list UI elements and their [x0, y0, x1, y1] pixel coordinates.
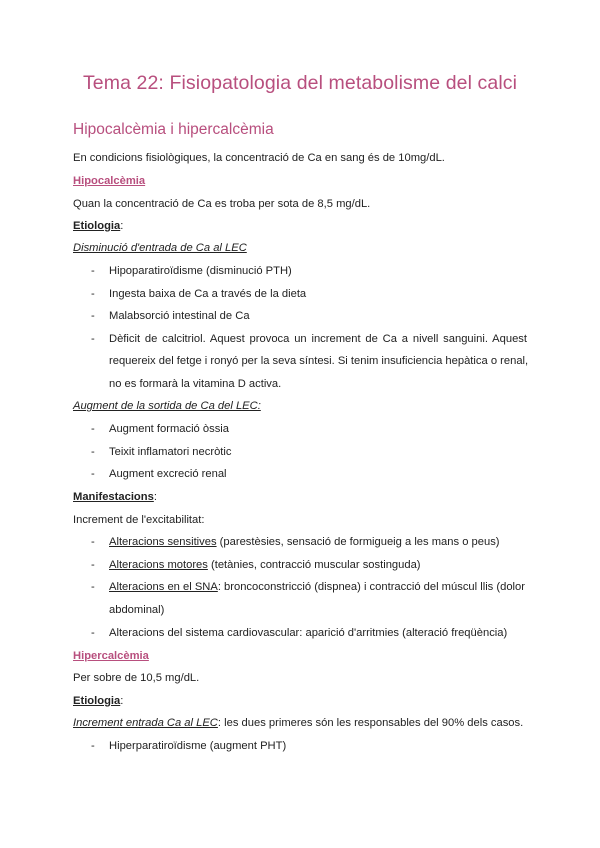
manifestacions-label — [73, 490, 157, 504]
motores-desc: (tetànies, contracció muscular sostinguda) — [207, 559, 421, 571]
hipercalcemia-heading: Hipercalcèmia — [73, 650, 149, 662]
manifestacions-text: Manifestacions — [73, 491, 154, 503]
bullet-dash: - — [91, 333, 95, 345]
list-item-cardio: Alteracions del sistema cardiovascular: aparició d'arritmies (alteració freqüència) — [109, 627, 508, 639]
page-title: Tema 22: Fisiopatologia del metabolisme del calci — [82, 72, 518, 94]
hipercalcemia-definition: Per sobre de 10,5 mg/dL. — [73, 672, 200, 684]
sensitives-term: Alteracions sensitives — [109, 536, 217, 548]
sna-term: Alteracions en el SNA — [109, 581, 218, 593]
etiologia-label-hipo — [73, 219, 123, 233]
bullet-dash: - — [91, 581, 95, 593]
colon: : — [153, 491, 157, 503]
disminucio-label: Disminució d'entrada de Ca al LEC — [73, 242, 247, 254]
list-item: Hiperparatiroïdisme (augment PHT) — [109, 740, 287, 752]
bullet-dash: - — [91, 740, 95, 752]
list-item: Augment formació òssia — [109, 423, 230, 435]
increment-label: Increment entrada Ca al LEC — [73, 717, 218, 729]
bullet-dash: - — [91, 446, 95, 458]
etiologia-label-hiper — [73, 694, 123, 708]
augment-label: Augment de la sortida de Ca del LEC: — [73, 400, 261, 412]
bullet-dash: - — [91, 310, 95, 322]
calcitriol-line-2: requereix del fetge i ronyó per la seva síntesi. Si tenim insuficiencia hepàtica o renal, — [109, 355, 529, 367]
hipocalcemia-heading: Hipocalcèmia — [73, 175, 146, 187]
calcitriol-line-3: no es formarà la vitamina D activa. — [109, 378, 282, 390]
list-item: Ingesta baixa de Ca a través de la dieta — [109, 288, 307, 300]
bullet-dash: - — [91, 265, 95, 277]
sna-desc: : broncoconstricció (dispnea) i contracció del múscul llis (dolor — [217, 581, 525, 593]
bullet-dash: - — [91, 559, 95, 571]
bullet-dash: - — [91, 288, 95, 300]
list-item: Hipoparatiroïdisme (disminució PTH) — [109, 265, 292, 277]
increment-desc: : les dues primeres són les responsables del 90% dels casos. — [217, 717, 524, 729]
increment-entrada-line — [73, 716, 523, 730]
calcitriol-line-1: Dèficit de calcitriol. Aquest provoca un increment de Ca a nivell sanguini. Aquest — [109, 333, 527, 345]
etiologia-text: Etiologia — [73, 220, 121, 232]
list-item-sna — [109, 580, 527, 594]
bullet-dash: - — [91, 627, 95, 639]
hipocalcemia-definition: Quan la concentració de Ca es troba per sota de 8,5 mg/dL. — [73, 198, 371, 210]
colon: : — [120, 695, 124, 707]
sna-continuation: abdominal) — [109, 604, 165, 616]
colon: : — [120, 220, 124, 232]
list-item: Teixit inflamatori necròtic — [109, 446, 232, 458]
bullet-dash: - — [91, 468, 95, 480]
list-item: Augment excreció renal — [109, 468, 227, 480]
etiologia-text: Etiologia — [73, 695, 121, 707]
section-subtitle: Hipocalcèmia i hipercalcèmia — [73, 121, 274, 138]
bullet-dash: - — [91, 536, 95, 548]
list-item-motores — [109, 558, 527, 572]
list-item: Malabsorció intestinal de Ca — [109, 310, 250, 322]
list-item-sensitives — [109, 535, 527, 549]
motores-term: Alteracions motores — [109, 559, 208, 571]
bullet-dash: - — [91, 423, 95, 435]
sensitives-desc: (parestèsies, sensació de formigueig a les mans o peus) — [216, 536, 500, 548]
intro-paragraph: En condicions fisiològiques, la concentració de Ca en sang és de 10mg/dL. — [73, 152, 445, 164]
excitabilitat-text: Increment de l'excitabilitat: — [73, 514, 205, 526]
